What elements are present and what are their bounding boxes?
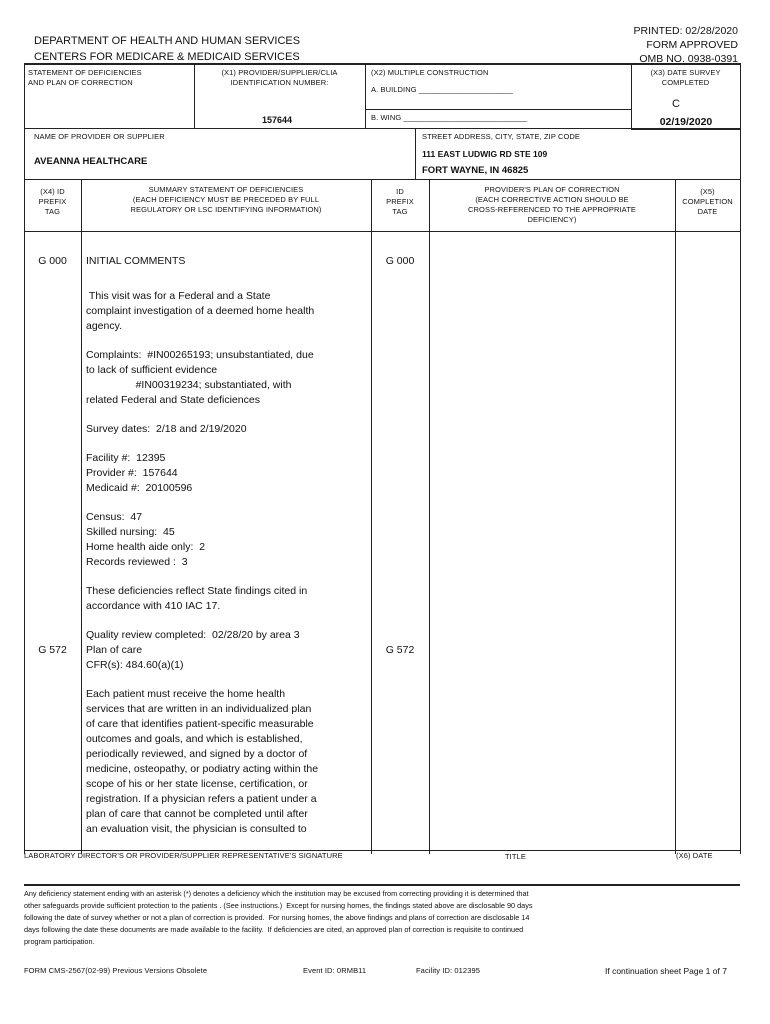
form-approved: FORM APPROVED (646, 39, 738, 51)
event-id: Event ID: 0RMB11 (303, 966, 367, 975)
rule-signature-bottom (24, 884, 740, 886)
col-x4-left (24, 179, 25, 854)
disclaimer-text: Any deficiency statement ending with an asterisk (*) denotes a deficiency which the institution may be excused from correcting providing it is determined that other safeguards provide sufficient protection to the patients . (See instructions.) Except for nursing homes, the findings stated above are disclosable 90 days following the date of survey whether or not a plan of correction is provided. For nursing homes, the above findings and plans of correction are disclosable 14 days following the date these documents are made available to the facility. If deficiencies are cited, an approved plan of correction is requisite to continued program participation. (24, 889, 533, 946)
tag-g000-right: G 000 (385, 255, 415, 267)
g572-cfr: CFR(s): 484.60(a)(1) (86, 659, 184, 671)
building-line: A. BUILDING ______________________ (371, 85, 513, 94)
rule-provider-bottom (24, 179, 740, 180)
rule-x2-mid (365, 109, 631, 110)
paragraph-visit: This visit was for a Federal and a State complaint investigation of a deemed home health agency. (86, 290, 315, 332)
paragraph-survey-dates: Survey dates: 2/18 and 2/19/2020 (86, 423, 247, 435)
paragraph-plan-of-care: Each patient must receive the home health services that are written in an individualized plan of care that identifies patient-specific measurable outcomes and goals, and which is established, periodically reviewed, and signed by a doctor of medicine, osteopathy, or podiatry acting within the scope of his or her state license, certification, or registration. If a physician refers a patient under a plan of care that cannot be completed until after an evaluation visit, the physician is consulted to (86, 688, 319, 835)
page-number: If continuation sheet Page 1 of 7 (605, 966, 727, 976)
provider-name: AVEANNA HEALTHCARE (34, 156, 148, 167)
plan-header: PROVIDER'S PLAN OF CORRECTION (EACH CORRECTIVE ACTION SHOULD BE CROSS-REFERENCED TO THE APPROPRIATE DEFICIENCY) (468, 185, 636, 224)
facility-id: Facility ID: 012395 (416, 966, 481, 975)
form-approval-block (634, 24, 738, 66)
form-id: FORM CMS-2567(02-99) Previous Versions Obsolete (24, 966, 208, 975)
rule-x3-bottom (631, 128, 740, 130)
col-summary-right (371, 179, 372, 854)
department-header (34, 33, 300, 65)
col-id-right (429, 179, 430, 854)
paragraph-complaints: Complaints: #IN00265193; unsubstantiated, due to lack of sufficient evidence #IN00319234; substantiated, with related Federal and State deficiences (86, 349, 314, 406)
g572-title: Plan of care (86, 644, 143, 656)
box-right-border (740, 63, 741, 854)
paragraph-census: Census: 47 Skilled nursing: 45 Home health aide only: 2 Records reviewed : 3 (86, 511, 206, 568)
x3-code: C (672, 98, 680, 110)
box-left-border (24, 63, 25, 179)
divider-address (415, 128, 416, 179)
summary-header: SUMMARY STATEMENT OF DEFICIENCIES (EACH DEFICIENCY MUST BE PRECEDED BY FULL REGULATORY OR LSC IDENTIFYING INFORMATION) (130, 185, 322, 214)
paragraph-deficiencies: These deficiencies reflect State findings cited in accordance with 410 IAC 17. (86, 585, 308, 612)
survey-completed-date: 02/19/2020 (659, 116, 713, 128)
x2-label: (X2) MULTIPLE CONSTRUCTION (371, 68, 489, 77)
paragraph-quality-review: Quality review completed: 02/28/20 by area 3 (86, 629, 300, 641)
provider-id-number: 157644 (262, 115, 293, 125)
col-plan-right (675, 179, 676, 854)
agency-name: CENTERS FOR MEDICARE & MEDICAID SERVICES (34, 51, 300, 63)
divider-x2 (365, 63, 366, 128)
department-name: DEPARTMENT OF HEALTH AND HUMAN SERVICES (34, 35, 301, 47)
x4-header: (X4) ID PREFIX TAG (38, 187, 67, 216)
title-label: TITLE (505, 852, 526, 861)
printed-date: PRINTED: 02/28/2020 (633, 25, 738, 37)
omb-number: OMB NO. 0938-0391 (639, 53, 738, 65)
x1-label: (X1) PROVIDER/SUPPLIER/CLIA IDENTIFICATION NUMBER: (221, 68, 338, 87)
id-header: ID PREFIX TAG (386, 187, 414, 216)
tag-g000-left: G 000 (38, 255, 67, 267)
statement-label: STATEMENT OF DEFICIENCIES AND PLAN OF CORRECTION (28, 68, 142, 87)
wing-line: B. WING _____________________________ (371, 113, 528, 122)
rule-top (24, 63, 740, 65)
tag-g572-right: G 572 (385, 644, 415, 656)
x3-label: (X3) DATE SURVEY COMPLETED (650, 68, 721, 87)
col-x4-right (81, 179, 82, 854)
director-signature-label: LABORATORY DIRECTOR'S OR PROVIDER/SUPPLIER REPRESENTATIVE'S SIGNATURE (24, 851, 343, 860)
address-label: STREET ADDRESS, CITY, STATE, ZIP CODE (422, 132, 581, 141)
provider-name-label: NAME OF PROVIDER OR SUPPLIER (34, 132, 165, 141)
x5-header: (X5) COMPLETION DATE (682, 187, 733, 216)
initial-comments-heading: INITIAL COMMENTS (86, 255, 186, 267)
tag-g572-left: G 572 (38, 644, 67, 656)
rule-columns-bottom (24, 231, 740, 232)
city-state-zip: FORT WAYNE, IN 46825 (422, 165, 529, 176)
paragraph-facility: Facility #: 12395 Provider #: 157644 Medicaid #: 20100596 (86, 452, 193, 494)
street-address: 111 EAST LUDWIG RD STE 109 (422, 149, 548, 159)
x6-date-label: (X6) DATE (676, 851, 713, 860)
